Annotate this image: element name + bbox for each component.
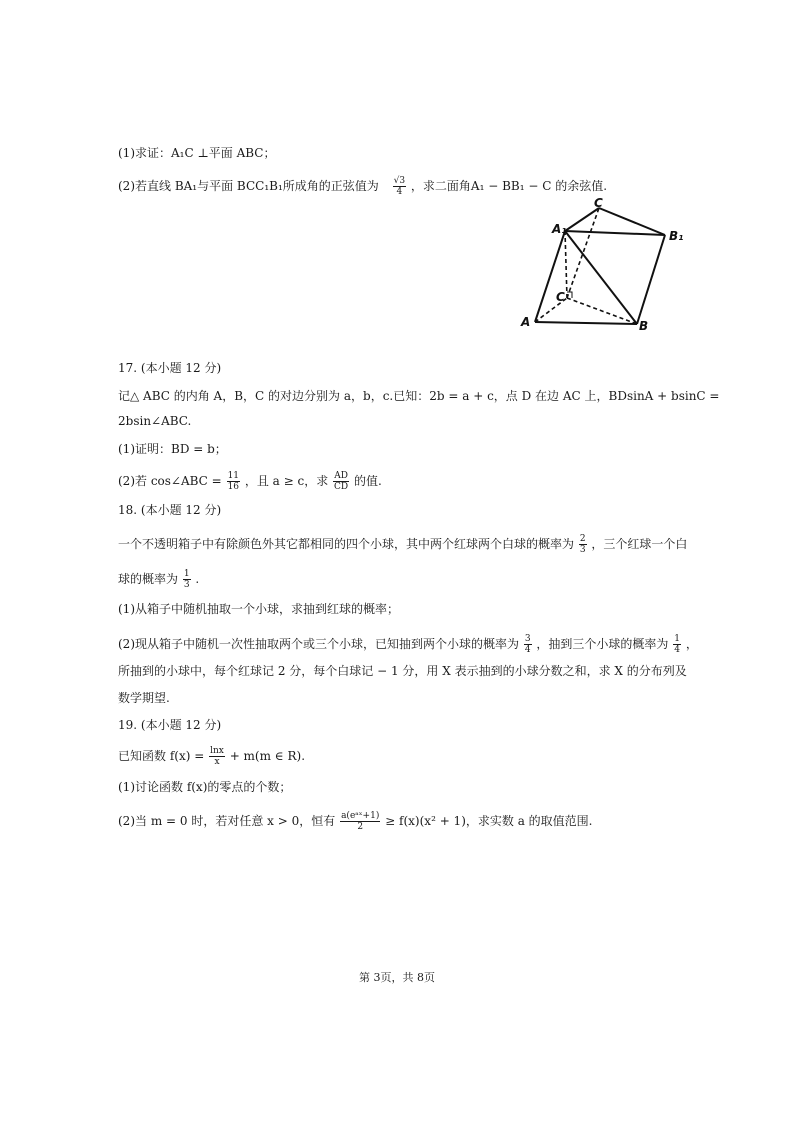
edge-A1-A [535,231,565,322]
q17-part2-suffix: 的值. [353,474,382,488]
label-B: B [639,319,649,333]
q17-frac1-num: 11 [227,471,240,481]
q16-part2-prefix: (2)若直线 BA₁与平面 BCC₁B₁所成角的正弦值为 [118,179,379,193]
q18-cont1: 所抽到的小球中，每个红球记 2 分，每个白球记 − 1 分，用 X 表示抽到的小球分数之和，求 X 的分布列及 [118,664,687,678]
q17-frac2-den: CD [334,482,349,492]
q18-part2 [118,634,698,655]
q19-given [118,746,305,767]
q18-line1-fraction [579,534,587,555]
q18-part2-fraction1 [524,634,532,655]
label-A: A [521,315,531,329]
q18-line1-frac-num: 2 [579,534,586,544]
page-footer: 第 3页，共 8页 [359,971,435,984]
label-B1: B₁ [669,229,684,243]
edge-B1-B [637,235,665,324]
edge-A-B [535,322,637,324]
q18-line2-prefix: 球的概率为 [118,572,179,586]
q18-header: 18. (本小题 12 分) [118,503,222,517]
q18-line1 [118,534,687,555]
prism-figure [515,195,685,340]
edge-A1-C [565,231,567,298]
q18-cont2: 数学期望. [118,691,170,705]
q16-part2-frac-num: √3 [393,176,406,186]
label-A1: A₁ [552,222,567,236]
q18-line2-frac-den: 3 [183,580,190,590]
q19-given-suffix: + m(m ∈ R). [229,749,306,763]
q19-given-fraction [209,746,225,767]
q18-line1-frac-den: 3 [579,545,586,555]
q18-part2-frac1-den: 4 [524,645,531,655]
q17-frac2-num: AD [334,471,348,481]
q19-part1: (1)讨论函数 f(x)的零点的个数； [118,780,292,794]
q16-part2 [118,176,607,197]
q18-part2-frac1-num: 3 [524,634,531,644]
q16-part2-fraction [393,176,406,197]
q17-line2: 2bsin∠ABC. [118,414,192,428]
q17-part2-fraction1 [227,471,240,492]
q16-part2-frac-den: 4 [396,187,403,197]
q18-part2-prefix: (2)现从箱子中随机一次性抽取两个或三个小球，已知抽到两个小球的概率为 [118,637,520,651]
q18-part1: (1)从箱子中随机抽取一个小球，求抽到红球的概率； [118,602,400,616]
edge-A1-C1 [565,208,599,231]
q19-header: 19. (本小题 12 分) [118,718,222,732]
q17-part2-mid: ，且 a ≥ c，求 [244,474,329,488]
label-C: C [556,290,565,304]
q17-frac1-den: 16 [227,482,240,492]
q19-part2-fraction [340,811,380,832]
q18-line2-suffix: . [195,572,200,586]
edge-A1-B1 [565,231,665,235]
q18-line2 [118,569,199,590]
q18-part2-suffix: ， [685,637,698,651]
q17-header: 17. (本小题 12 分) [118,361,222,375]
q18-line2-fraction [183,569,191,590]
q19-given-prefix: 已知函数 f(x) = [118,749,205,763]
q18-line1-prefix: 一个不透明箱子中有除颜色外其它都相同的四个小球，其中两个红球两个白球的概率为 [118,537,575,551]
q16-part1: (1)求证：A₁C ⊥平面 ABC； [118,146,276,160]
q18-part2-fraction2 [673,634,681,655]
q17-part2-fraction2 [333,471,349,492]
q18-part2-mid: ，抽到三个小球的概率为 [536,637,669,651]
q17-part1: (1)证明：BD = b； [118,442,227,456]
q18-part2-frac2-num: 1 [674,634,680,644]
q16-part2-suffix: ，求二面角A₁ − BB₁ − C 的余弦值. [410,179,608,193]
q18-line2-frac-num: 1 [183,569,190,579]
q19-given-frac-den: x [214,757,220,767]
q17-part2 [118,471,382,492]
q19-part2 [118,811,592,832]
q19-part2-frac-num: a(eᵃˣ+1) [341,811,380,821]
q18-part2-frac2-den: 4 [674,645,680,655]
q18-line1-suffix: ，三个红球一个白 [591,537,688,551]
q17-part2-prefix: (2)若 cos∠ABC = [118,474,222,488]
q19-given-frac-num: lnx [210,746,224,756]
q19-part2-suffix: ≥ f(x)(x² + 1)，求实数 a 的取值范围. [385,814,593,828]
q17-line1: 记△ ABC 的内角 A，B，C 的对边分别为 a，b，c.已知：2b = a + c，点 D 在边 AC 上，BDsinA + bsinC = [118,389,720,403]
q19-part2-prefix: (2)当 m = 0 时，若对任意 x > 0，恒有 [118,814,336,828]
label-C1: C [594,196,603,210]
q19-part2-frac-den: 2 [357,822,364,832]
edge-C1-B1 [599,208,665,235]
